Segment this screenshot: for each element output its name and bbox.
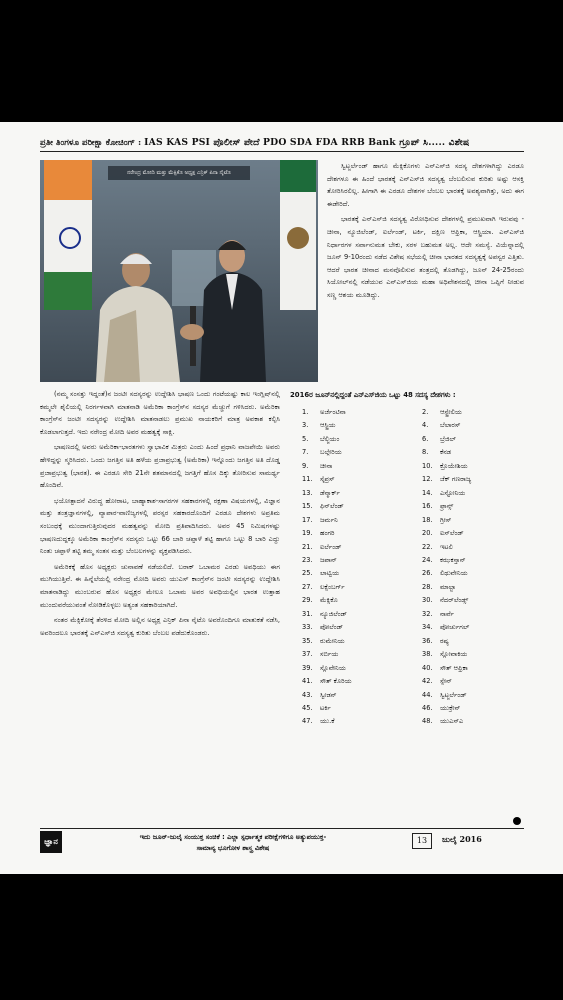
right-column-text xyxy=(327,160,524,305)
list-item-country: ಜರ್ಮನಿ xyxy=(320,515,338,524)
list-item-number: 27. xyxy=(302,582,313,591)
list-item-number: 2. xyxy=(422,408,429,416)
list-item xyxy=(410,608,524,621)
paragraph: (ನಮ್ಮ ಸಂಸತ್ತು ಇದ್ದಂತೆ)ನ ಜಂಟೀ ಸದಸ್ಯರನ್ನು ಉದ್ದೇಶಿಸಿ ಭಾಷಣ ಒಂದು ಗಂಟೆಯಷ್ಟು ಕಾಲ ಇಂಗ್ಲಿಷ್‌ನಲ್ಲಿ ಕಮ್ಮಲೇ ಶೈಲಿಯಲ್ಲಿ ನಿರರ್ಗಳವಾಗಿ ಮಾತನಾಡಿ ಅಮೆರಿಕಾ ಕಾಂಗ್ರೆಸ್‌ನ ಸದಸ್ಯರ ಮೆಚ್ಚುಗೆ ಗಳಿಸಿದರು. ಅಮೆರಿಕಾ ಕಾಂಗ್ರೆಸ್‌ನ ಜಂಟೀ ಸದಸ್ಯರನ್ನು ಉದ್ದೇಶಿಸಿ ಮಾತನಾಡಲು ಪ್ರಮುಖ ನಾಯಕರಿಗೆ ಮಾತ್ರ ಅವಕಾಶ ಕಲ್ಪಿಸಿ ಕೊಡಲಾಗುತ್ತದೆ. ಇದು ನರೇಂದ್ರ ಮೋದಿ ಅವರ ಮಹತ್ವಕ್ಕೆ ಸಾಕ್ಷಿ. xyxy=(40,390,280,436)
list-item-country: ಚೀನಾ xyxy=(320,461,333,470)
list-item-country: ಸೌತ್ ಆಫ್ರಿಕಾ xyxy=(440,663,468,672)
list-title: 2016ರ ಜೂನ್‌ನಲ್ಲಿದ್ದಂತೆ ಎನ್‌ಎಸ್‌ಜಿಯ ಒಟ್ಟು 48 ಸದಸ್ಯ ದೇಶಗಳು : xyxy=(290,391,456,399)
list-item-country: ಡೆನ್ಮಾರ್ಕ್ xyxy=(320,488,340,497)
header-prefix: ಪ್ರತೀ ತಿಂಗಳೂ ಪರೀಕ್ಷಾ ಕೋಚಿಂಗ್ : xyxy=(40,138,142,148)
list-item-country: ಯು.ಕೆ xyxy=(320,717,335,726)
issue-date: ಜುಲೈ 2016 xyxy=(442,834,482,844)
list-item-country: ಟರ್ಕಿ xyxy=(320,703,331,712)
list-item-number: 39. xyxy=(302,663,313,672)
list-item-country: ಐರ್ಲೆಂಡ್ xyxy=(320,542,342,551)
list-item xyxy=(410,487,524,500)
list-item-number: 32. xyxy=(422,609,433,618)
list-item xyxy=(290,460,404,473)
list-item xyxy=(290,621,404,634)
member-grid xyxy=(290,406,524,729)
list-item-number: 40. xyxy=(422,663,433,672)
paragraph: ಭಾಷಣದಲ್ಲಿ ಅವರು ಅಮೆರಿಕಾ-ಭಾರತಗಳು ಸ್ವಾಭಾವಿಕ ಮಿತ್ರರು ಎಂದು ಹಿಂದೆ ಪ್ರಧಾನಿ ವಾಜಪೇಯಿ ಅವರು ಹೇಳಿದ್ದನ್ನು ಸ್ಮರಿಸಿದರು. ಒಂದು ಜಗತ್ತಿನ ಅತಿ ಹಳೆಯ ಪ್ರಜಾಪ್ರಭುತ್ವ (ಅಮೆರಿಕಾ) ಇನ್ನೊಂದು ಜಗತ್ತಿನ ಅತಿ ದೊಡ್ಡ ಪ್ರಜಾಪ್ರಭುತ್ವ (ಭಾರತ). ಈ ಎರಡೂ ಸೇರಿ 21ನೇ ಶತಮಾನದಲ್ಲಿ ಜಗತ್ತಿಗೆ ಹೊಸ ದಿಕ್ಕು ತೋರಿಸುವ ಸಾಮರ್ಥ್ಯ ಹೊಂದಿವೆ. xyxy=(40,443,280,490)
list-item-number: 1. xyxy=(302,408,309,416)
list-item-number: 38. xyxy=(422,650,433,659)
list-item xyxy=(410,594,524,607)
paragraph: ನಂತರ ಮೆಕ್ಸಿಕೋಕ್ಕೆ ತೆರಳಿದ ಮೋದಿ ಅಲ್ಲಿನ ಅಧ್ಯಕ್ಷ ಎನ್ರಿಕ್ ಪಿನಾ ನೈಟೊ ಅವರೊಂದಿಗೂ ಮಾತುಕತೆ ನಡೆಸಿ, ಅವರಿಂದಲೂ ಭಾರತಕ್ಕೆ ಎನ್‌ಎಸ್‌ಜಿ ಸದಸ್ಯತ್ವ ಕುರಿತು ಬೆಂಬಲ ಪಡೆದುಕೊಂಡರು. xyxy=(40,616,280,637)
list-item xyxy=(410,675,524,688)
list-item-number: 24. xyxy=(422,555,433,564)
list-item xyxy=(290,473,404,486)
list-item-number: 20. xyxy=(422,529,433,538)
list-item-number: 46. xyxy=(422,703,433,712)
list-item-country: ಬೆಲ್ಜಿಯಂ xyxy=(320,434,340,443)
list-item-number: 30. xyxy=(422,596,433,605)
list-item xyxy=(290,648,404,661)
list-item-country: ಕಝಕಸ್ತಾನ್ xyxy=(440,555,466,564)
list-item-country: ಇಟಲಿ xyxy=(440,542,453,551)
list-item-number: 35. xyxy=(302,636,313,645)
list-item-country: ಸ್ಪೇನ್ xyxy=(440,677,452,686)
list-item xyxy=(290,554,404,567)
list-item-country: ಸರ್ಬಿಯ xyxy=(320,650,339,659)
list-item xyxy=(410,419,524,432)
list-item-number: 19. xyxy=(302,529,313,538)
list-item-country: ಸೈಪ್ರಸ್ xyxy=(320,475,335,484)
list-item-country: ನಾರ್ವೆ xyxy=(440,609,454,618)
list-item xyxy=(410,554,524,567)
list-item-country: ಸೌತ್ ಕೊರಿಯ xyxy=(320,677,352,686)
list-item xyxy=(410,567,524,580)
nsg-member-list xyxy=(290,388,524,729)
list-item xyxy=(290,406,404,419)
page-footer xyxy=(40,828,524,856)
list-item-number: 11. xyxy=(302,475,313,484)
list-item-number: 37. xyxy=(302,650,313,659)
page-header xyxy=(40,136,524,152)
list-item xyxy=(290,419,404,432)
list-item-country: ಮಾಲ್ಟಾ xyxy=(440,582,456,591)
list-item-number: 25. xyxy=(302,569,313,578)
list-item-country: ರುಮೇನಿಯ xyxy=(320,636,345,645)
list-item xyxy=(410,446,524,459)
list-item xyxy=(410,406,524,419)
list-item-number: 28. xyxy=(422,582,433,591)
page-number: 13 xyxy=(412,833,432,849)
magazine-page xyxy=(0,122,563,874)
news-photo xyxy=(40,160,318,382)
list-item-country: ಕೆನಡ xyxy=(440,448,452,457)
list-item-number: 47. xyxy=(302,717,313,726)
list-item xyxy=(290,635,404,648)
photo-illustration xyxy=(40,160,318,382)
list-item-number: 31. xyxy=(302,609,313,618)
list-item xyxy=(290,715,404,728)
list-item-country: ಲಕ್ಸೆಂಬರ್ಗ್ xyxy=(320,582,345,591)
list-item xyxy=(410,514,524,527)
list-item-number: 14. xyxy=(422,488,433,497)
list-item xyxy=(290,581,404,594)
list-item xyxy=(410,662,524,675)
paragraph: ಭಾರತಕ್ಕೆ ಎನ್‌ಎಸ್‌ಜಿ ಸದಸ್ಯತ್ವ ವಿರೋಧಿಸುವ ದೇಶಗಳಲ್ಲಿ ಪ್ರಮುಖವಾಗಿ ಇರುವವು - ಚೀನಾ, ನ್ಯೂಜಿಲೆಂಡ್, ಐರ್ಲೆಂಡ್, ಟರ್ಕಿ, ದಕ್ಷಿಣ ಆಫ್ರಿಕಾ, ಆಸ್ಟ್ರಿಯಾ. ಎನ್‌ಎಸ್‌ಜಿ ನಿರ್ಧಾರಗಳ ಸರ್ವಾನುಮತ ಬೇಕು, ಸರಳ ಬಹುಮತ ಅಲ್ಲ. ಆದೇ ಸಮಸ್ಯೆ. ವಿಯೆನ್ನಾದಲ್ಲಿ ಜೂನ್ 9-10ರಂದು ನಡೆದ ವಿಶೇಷ ಸಭೆಯಲ್ಲಿ ಚೀನಾ ಭಾರತದ ಸದಸ್ಯತ್ವಕ್ಕೆ ಅಪಸ್ವರ ಎತ್ತಿತು. ಆದರೆ ಭಾರತ ಚೀನಾದ ಮನವೊಲಿಸುವ ತಂತ್ರದಲ್ಲಿ ತೊಡಗಿದ್ದು, ಜೂನ್ 24-25ರಂದು ಸಿಯೋಲ್‌ನಲ್ಲಿ ನಡೆಯುವ ಎನ್‌ಎಸ್‌ಜಿಯ ಮಹಾ ಅಧಿವೇಶನದಲ್ಲಿ ಚೀನಾ ಒಪ್ಪಿಗೆ ನೀಡುವ ಸಣ್ಣ ಆಶಯ ಮೂಡಿದ್ದು. xyxy=(327,215,524,299)
list-item-number: 36. xyxy=(422,636,433,645)
list-item-number: 44. xyxy=(422,690,433,699)
list-item-number: 17. xyxy=(302,515,313,524)
list-item-number: 23. xyxy=(302,555,313,564)
list-item-country: ರಷ್ಯ xyxy=(440,636,449,645)
list-item-country: ಸ್ವೀಡನ್ xyxy=(320,690,337,699)
list-item-country: ಆಸ್ಟ್ರಿಯ xyxy=(320,421,336,430)
list-item-number: 8. xyxy=(422,448,429,457)
list-item-country: ಲಿಥುವೇನಿಯ xyxy=(440,569,468,578)
list-item-number: 26. xyxy=(422,569,433,578)
list-item-country: ನೆದರ್‌ಲೆಂಡ್ಸ್ xyxy=(440,596,469,605)
list-item xyxy=(290,662,404,675)
list-item xyxy=(410,648,524,661)
list-item xyxy=(290,514,404,527)
list-item-country: ಎಸ್ಟೋನಿಯ xyxy=(440,488,466,497)
list-item-number: 45. xyxy=(302,703,313,712)
footer-text xyxy=(68,832,398,854)
list-item xyxy=(290,594,404,607)
list-item-country: ಯುಎಸ್‌ಎ xyxy=(440,717,464,726)
list-item-number: 3. xyxy=(302,421,309,430)
footer-line: ಸಾಮಾನ್ಯ ಭೂಗೋಳ ಶಾಸ್ತ್ರ ವಿಶೇಷ xyxy=(196,844,270,852)
list-item-number: 33. xyxy=(302,623,313,632)
list-item-number: 22. xyxy=(422,542,433,551)
magazine-logo: ಜ್ಞಾನ xyxy=(40,831,62,853)
list-item xyxy=(410,527,524,540)
list-item-number: 16. xyxy=(422,502,433,511)
list-item-country: ಸ್ವಿಟ್ಜರ್ಲೆಂಡ್ xyxy=(440,690,467,699)
paragraph: ಭಯೋತ್ಪಾದನೆ ವಿರುದ್ಧ ಹೋರಾಟ, ಬಾಹ್ಯಾಕಾಶ-ಸಾಗರಗಳ ಸಹಕಾರಗಳಲ್ಲಿ ರಕ್ಷಣಾ ವಿಷಯಗಳಲ್ಲಿ, ವಿಜ್ಞಾನ ಮತ್ತು ತಂತ್ರಜ್ಞಾನಗಳಲ್ಲಿ, ವ್ಯಾಪಾರ-ವಾಣಿಜ್ಯಗಳಲ್ಲಿ ಪರಸ್ಪರ ಸಹಕಾರದೊಂದಿಗೆ ಎರಡೂ ದೇಶಗಳು ಅಪ್ರತಿಮ ಸಂಬಂಧಕ್ಕೆ ಮುಂದಾಗುತ್ತಿರುವುದರ ಮಹತ್ವವನ್ನು ಮೋದಿ ಪ್ರತಿಪಾದಿಸಿದರು. ಅವರ 45 ನಿಮಿಷಗಳಷ್ಟು ಭಾಷಣದುದ್ದಕ್ಕೂ ಅಮೆರಿಕಾ ಕಾಂಗ್ರೆಸ್‌ನ ಸದಸ್ಯರು ಒಟ್ಟು 66 ಬಾರಿ ಚಪ್ಪಾಳೆ ತಟ್ಟಿ ಹಾಗೂ ಒಟ್ಟು 8 ಬಾರಿ ಎದ್ದು ನಿಂತು ಚಪ್ಪಾಳೆ ತಟ್ಟಿ ತಮ್ಮ ಸಂತಸ ಮತ್ತು ಬೆಂಬಲಗಳನ್ನು ವ್ಯಕ್ತಪಡಿಸಿದರು. xyxy=(40,496,280,556)
list-item xyxy=(410,460,524,473)
bullet-dot xyxy=(513,817,521,825)
list-item-number: 18. xyxy=(422,515,433,524)
list-item-country: ಬ್ರೆಜಿಲ್ xyxy=(440,434,456,443)
list-item-country: ನ್ಯೂಜಿಲೆಂಡ್ xyxy=(320,609,348,618)
list-item-country: ಆಸ್ಟ್ರೇಲಿಯ xyxy=(440,408,462,416)
list-item-country: ಪೋರ್ಚುಗಲ್ xyxy=(440,623,470,632)
list-item xyxy=(410,541,524,554)
list-item xyxy=(290,675,404,688)
paragraph: ಅಮೆರಿಕಕ್ಕೆ ಹೊಸ ಅಧ್ಯಕ್ಷರು ಚುನಾವಣೆ ನಡೆಯಲಿದೆ. ಬರಾಕ್ ಒಬಾಮರ ಎರಡು ಅವಧಿಯು ಈಗ ಮುಗಿಯುತ್ತಿವೆ. ಈ ಹಿನ್ನೆಲೆಯಲ್ಲಿ ನರೇಂದ್ರ ಮೋದಿ ಅವರು ಯುಎಸ್ ಕಾಂಗ್ರೆಸ್‌ನ ಜಂಟೀ ಸದಸ್ಯರನ್ನು ಉದ್ದೇಶಿಸಿ ಮಾತನಾಡಿದ್ದು ಮುಂಬರುವ ಹೊಸ ಅಧ್ಯಕ್ಷರ ಮೇಲೂ ಒಬಾಮ ಅವರ ಅವಧಿಯಲ್ಲಿನ ಭಾರತ ಉತ್ತಾಹ ಮುಂದುವರೆಯುವಂತೆ ನೋಡಿಕೊಳ್ಳಲು ಅತ್ಯಂತ ಸಹಕಾರಿಯಾಗಿದೆ. xyxy=(40,562,280,609)
list-item-number: 21. xyxy=(302,542,313,551)
list-item-number: 9. xyxy=(302,461,309,470)
list-item xyxy=(410,702,524,715)
paragraph: ಸ್ವಿಟ್ಜರ್ಲೆಂಡ್ ಹಾಗೂ ಮೆಕ್ಸಿಕೊಗಳು ಎನ್‌ಎಸ್‌ಜಿ ಸದಸ್ಯ ದೇಶಗಳಾಗಿದ್ದು ಎರಡೂ ದೇಶಗಳೂ ಈ ಹಿಂದೆ ಭಾರತಕ್ಕೆ ಎನ್‌ಎಸ್‌ಜಿ ಸದಸ್ಯತ್ವ ಬೆಂಬಲಿಸುವ ಕುರಿತು ಅಷ್ಟು ಆಸಕ್ತಿ ತೋರಿಸಿರಲಿಲ್ಲ. ಹೀಗಾಗಿ ಈ ಎರಡೂ ದೇಶಗಳ ಬೆಂಬಲ ಭಾರತಕ್ಕೆ ಅವಶ್ಯವಾಗಿತ್ತು, ಅದು ಈಗ ಈಡೇರಿದೆ. xyxy=(327,162,524,208)
list-item xyxy=(410,635,524,648)
list-item xyxy=(290,527,404,540)
list-item-number: 10. xyxy=(422,461,433,470)
list-item xyxy=(410,433,524,446)
list-item xyxy=(290,433,404,446)
list-item xyxy=(410,689,524,702)
list-item xyxy=(410,715,524,728)
list-item-country: ಜೆಕ್ ಗಣರಾಜ್ಯ xyxy=(440,475,472,484)
list-item-country: ಬಲ್ಗೇರಿಯ xyxy=(320,448,342,457)
list-item xyxy=(410,473,524,486)
list-item-country: ಫ್ರಾನ್ಸ್ xyxy=(440,502,454,511)
left-column-text xyxy=(40,388,280,642)
photo-caption: ನರೇಂದ್ರ ಮೋದಿ ಮತ್ತು ಮೆಕ್ಸಿಕೊ ಅಧ್ಯಕ್ಷ ಎನ್ರಿಕ್ ಪಿನಾ ನೈಟೊ xyxy=(127,170,231,176)
list-item-number: 5. xyxy=(302,434,309,443)
list-item-number: 4. xyxy=(422,421,429,430)
list-item xyxy=(290,487,404,500)
list-item-country: ಅರ್ಜೆಂಟಿನಾ xyxy=(320,408,346,416)
list-item-number: 29. xyxy=(302,596,313,605)
list-item-country: ಬೆಲಾರಸ್ xyxy=(440,421,461,430)
list-item xyxy=(290,500,404,513)
list-item-number: 48. xyxy=(422,717,433,726)
list-item-country: ಪೋಲೆಂಡ್ xyxy=(320,623,344,632)
list-item xyxy=(410,621,524,634)
list-item-number: 7. xyxy=(302,448,309,457)
list-item xyxy=(410,581,524,594)
list-item xyxy=(290,608,404,621)
list-item xyxy=(290,702,404,715)
list-item-number: 41. xyxy=(302,677,313,686)
list-item-country: ಸ್ಲೊವೇನಿಯ xyxy=(320,663,346,672)
list-item-number: 42. xyxy=(422,677,433,686)
list-item-country: ಸ್ಲೋವಾಕಿಯ xyxy=(440,650,468,659)
list-item-number: 6. xyxy=(422,434,429,443)
list-item-country: ಜಪಾನ್ xyxy=(320,555,337,564)
list-item-number: 34. xyxy=(422,623,433,632)
list-item xyxy=(290,689,404,702)
list-item-country: ಫಿನ್‌ಲೆಂಡ್ xyxy=(320,502,344,511)
list-item-number: 43. xyxy=(302,690,313,699)
list-item-country: ಗ್ರೀಸ್ xyxy=(440,515,452,524)
list-item xyxy=(410,500,524,513)
list-item xyxy=(290,541,404,554)
list-item-country: ಐಸ್‌ಲೆಂಡ್ xyxy=(440,529,464,538)
list-item-country: ಯುಕ್ರೇನ್ xyxy=(440,703,461,712)
list-item-number: 15. xyxy=(302,502,313,511)
list-item-country: ಹಂಗರಿ xyxy=(320,529,335,538)
list-item-number: 12. xyxy=(422,475,433,484)
list-item-country: ಲಾಟ್ವಿಯ xyxy=(320,569,340,578)
list-item-country: ಕ್ರೊಯೇಶಿಯ xyxy=(440,461,468,470)
footer-line: ಇದು ಜೂನ್-ಜುಲೈ ಸಂಯುಕ್ತ ಸಂಚಿಕೆ : ಎಲ್ಲಾ ಸ್ಪರ್ಧಾತ್ಮಕ ಪರೀಕ್ಷೆಗಳಿಗೂ ಅತ್ಯುಪಯುಕ್ತ- xyxy=(139,833,327,841)
list-item xyxy=(290,567,404,580)
header-exams: IAS KAS PSI ಪೊಲೀಸ್ ಪೇದೆ PDO SDA FDA RRB Bank ಗ್ರೂಪ್ ಸಿ..... ವಿಶೇಷ xyxy=(144,137,470,148)
list-item-number: 13. xyxy=(302,488,313,497)
list-item xyxy=(290,446,404,459)
list-item-country: ಮೆಕ್ಸಿಕೊ xyxy=(320,596,338,605)
